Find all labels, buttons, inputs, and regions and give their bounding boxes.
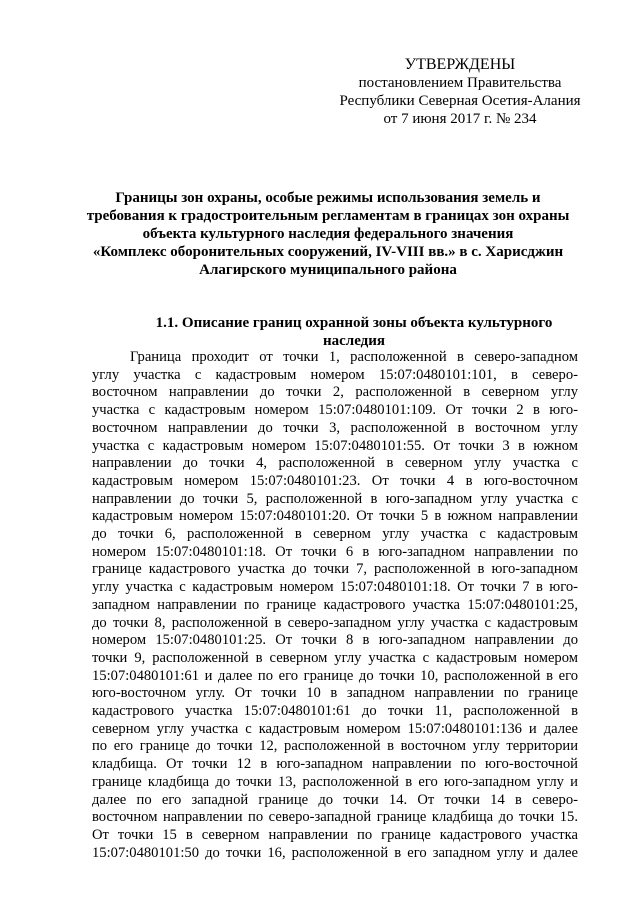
approval-block xyxy=(310,56,610,128)
body-line: по его границе до точки 12, расположенной в восточном углу территории xyxy=(92,738,578,755)
title-line-1: Границы зон охраны, особые режимы использования земель и xyxy=(115,190,541,206)
body-line: до точки 6, расположенной в северном углу участка с кадастровым xyxy=(92,526,578,543)
title-line-5: Алагирского муниципального района xyxy=(199,262,457,278)
body-line: участка с кадастровым номером 15:07:0480101:109. От точки 2 в юго- xyxy=(92,402,578,419)
document-title xyxy=(86,189,570,279)
body-line: направлении до точки 4, расположенной в северном углу участка с xyxy=(92,455,578,472)
body-line: до точки 8, расположенной в северо-западном углу участка с кадастровым xyxy=(92,614,578,631)
body-line: восточном направлении до точки 2, расположенной в северном углу xyxy=(92,384,578,401)
body-line: номером 15:07:0480101:25. От точки 8 в юго-западном направлении до xyxy=(92,632,578,649)
body-line: западном направлении по границе кадастрового участка 15:07:0480101:25, xyxy=(92,596,578,613)
body-line: восточном направлении до точки 3, расположенной в восточном углу xyxy=(92,419,578,436)
section-heading xyxy=(134,314,574,350)
body-line: границе кадастрового участка до точки 7, расположенной в юго-западном xyxy=(92,561,578,578)
body-line: углу участка с кадастровым номером 15:07:0480101:18. От точки 7 в юго- xyxy=(92,579,578,596)
body-line: участка с кадастровым номером 15:07:0480101:55. От точки 3 в южном xyxy=(92,437,578,454)
approval-line-2: Республики Северная Осетия-Алания xyxy=(339,93,581,109)
body-line: 15:07:0480101:50 до точки 16, расположенной в его западном углу и далее xyxy=(92,844,578,861)
body-line: кадастровым номером 15:07:0480101:20. От точки 5 в южном направлении xyxy=(92,508,578,525)
body-line: От точки 15 в северном направлении по границе кадастрового участка xyxy=(92,826,578,843)
body-line: Граница проходит от точки 1, расположенной в северо-западном xyxy=(130,349,578,365)
body-line: восточном направлении по северо-западной границе кладбища до точки 15. xyxy=(92,809,578,826)
body-line: кладбища. От точки 12 в юго-западном направлении по юго-восточной xyxy=(92,756,578,773)
section-heading-line-1: 1.1. Описание границ охранной зоны объекта культурного xyxy=(155,315,553,331)
approval-line-3: от 7 июня 2017 г. № 234 xyxy=(383,111,537,127)
section-heading-line-2: наследия xyxy=(322,333,386,349)
body-paragraph xyxy=(92,349,578,862)
body-line: границе кладбища до точки 13, расположенной в его юго-западном углу и xyxy=(92,773,578,790)
title-line-3: объекта культурного наследия федерального значения xyxy=(142,226,514,242)
approval-heading: УТВЕРЖДЕНЫ xyxy=(404,56,516,73)
body-line: кадастрового участка 15:07:0480101:61 до точки 11, расположенной в xyxy=(92,703,578,720)
body-line: точки 9, расположенной в северном углу участка с кадастровым номером xyxy=(92,649,578,666)
body-line: направлении до точки 5, расположенной в юго-западном углу участка с xyxy=(92,490,578,507)
body-line: кадастровым номером 15:07:0480101:23. От точки 4 в юго-восточном xyxy=(92,472,578,489)
body-line: юго-восточном углу. От точки 10 в западном направлении по границе xyxy=(92,685,578,702)
approval-line-1: постановлением Правительства xyxy=(358,75,562,91)
title-line-2: требования к градостроительным регламентам в границах зон охраны xyxy=(86,208,570,224)
title-line-4: «Комплекс оборонительных сооружений, IV-VIII вв.» в с. Харисджин xyxy=(92,244,564,260)
body-line: далее по его западной границе до точки 14. От точки 14 в северо- xyxy=(92,791,578,808)
body-line: 15:07:0480101:61 и далее по его границе до точки 10, расположенной в его xyxy=(92,667,578,684)
body-line: углу участка с кадастровым номером 15:07:0480101:101, в северо- xyxy=(92,366,578,383)
body-line: северном углу участка с кадастровым номером 15:07:0480101:136 и далее xyxy=(92,720,578,737)
body-line: номером 15:07:0480101:18. От точки 6 в юго-западном направлении по xyxy=(92,543,578,560)
